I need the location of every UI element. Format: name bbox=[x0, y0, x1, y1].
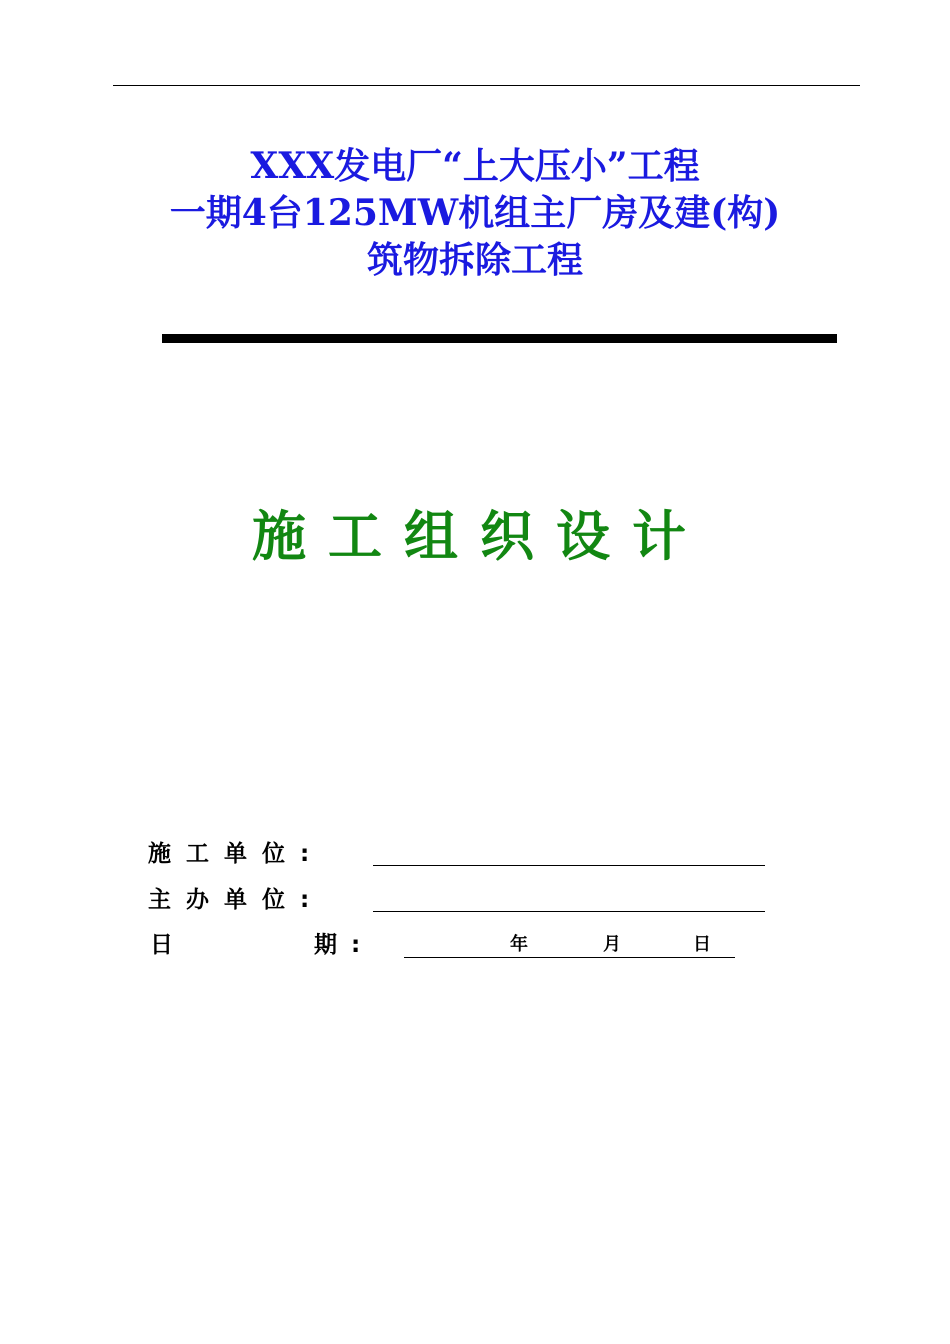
construction-unit-blank[interactable] bbox=[373, 865, 765, 866]
host-unit-label: 主办单位: bbox=[148, 887, 325, 913]
date-day-unit: 日 bbox=[693, 934, 711, 955]
title-divider bbox=[162, 334, 837, 343]
date-year-unit: 年 bbox=[510, 934, 528, 955]
host-unit-row bbox=[148, 884, 788, 916]
project-title-line-3: 筑物拆除工程 bbox=[366, 239, 583, 281]
construction-unit-row bbox=[148, 838, 788, 870]
date-blank[interactable] bbox=[404, 957, 735, 958]
date-month-unit: 月 bbox=[603, 934, 621, 955]
header-rule bbox=[113, 85, 860, 86]
document-type-heading: 施工组织设计 bbox=[252, 504, 708, 568]
host-unit-blank[interactable] bbox=[373, 911, 765, 912]
date-row bbox=[148, 929, 788, 961]
construction-unit-label: 施工单位: bbox=[148, 841, 325, 867]
date-label-left: 日 bbox=[150, 932, 173, 958]
project-title-line-2: 一期4台125MW机组主厂房及建(构) bbox=[169, 192, 781, 234]
date-label-right: 期: bbox=[314, 932, 375, 958]
project-title-line-1: XXX发电厂“上大压小”工程 bbox=[250, 145, 700, 187]
project-title bbox=[0, 143, 950, 284]
